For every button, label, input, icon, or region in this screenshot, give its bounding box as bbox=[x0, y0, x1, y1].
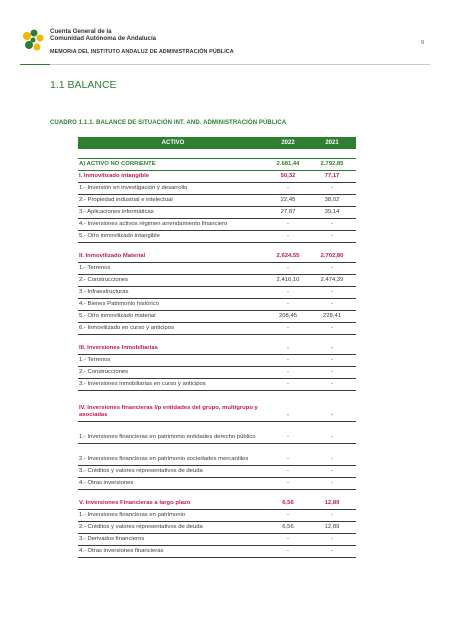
row-value-2022: - bbox=[287, 468, 289, 474]
table-row-group-title bbox=[78, 498, 356, 510]
page-number: 9 bbox=[420, 40, 424, 46]
row-value-2022: - bbox=[287, 456, 289, 462]
row-label: 4.- Inversiones activos régimen arrendamiento financiero bbox=[79, 221, 228, 227]
row-value-2022: - bbox=[287, 480, 289, 486]
row-value-2021: - bbox=[331, 512, 333, 518]
header-divider-accent bbox=[20, 64, 50, 65]
table-row bbox=[78, 219, 356, 231]
balance-table-body bbox=[78, 158, 356, 558]
row-value-2021: - bbox=[331, 480, 333, 486]
row-label: 1.- Inversiones financieras en patrimonio entidades derecho público bbox=[79, 434, 256, 440]
row-value-2021: 2.792,85 bbox=[320, 161, 344, 167]
row-value-2022: - bbox=[287, 185, 289, 191]
row-label: 1.- Terrenos bbox=[79, 265, 111, 271]
row-label: IV. Inversiones financieras l/p entidades del grupo, multigrupo y asociadas bbox=[79, 405, 258, 418]
row-value-2021: - bbox=[331, 233, 333, 239]
column-header-activo: ACTIVO bbox=[161, 140, 185, 146]
org-line-1: Cuenta General de la bbox=[50, 28, 112, 35]
group-spacer bbox=[78, 335, 356, 343]
group-spacer bbox=[78, 391, 356, 399]
row-value-2021: - bbox=[331, 369, 333, 375]
row-label: 5.- Otro inmovilizado intangible bbox=[79, 233, 160, 239]
row-value-2021: 228,41 bbox=[322, 313, 342, 319]
row-value-2022: - bbox=[287, 301, 289, 307]
row-value-2022: - bbox=[287, 289, 289, 295]
row-label: 4.- Otras inversiones financieras bbox=[79, 548, 164, 554]
row-value-2022: - bbox=[287, 345, 289, 351]
table-row bbox=[78, 546, 356, 558]
row-value-2021: - bbox=[331, 301, 333, 307]
row-value-2021: 12,89 bbox=[324, 500, 340, 506]
row-value-2022: - bbox=[287, 381, 289, 387]
row-label: 2.- Construcciones bbox=[79, 369, 129, 375]
row-value-2021: - bbox=[331, 325, 333, 331]
row-value-2022: 50,32 bbox=[280, 173, 296, 179]
table-row bbox=[78, 231, 356, 243]
column-header-2021: 2021 bbox=[325, 140, 339, 146]
junta-andalucia-logo bbox=[20, 28, 46, 54]
row-value-2022: 22,45 bbox=[280, 197, 296, 203]
row-value-2022: - bbox=[287, 548, 289, 554]
row-value-2022: - bbox=[287, 325, 289, 331]
row-label: 5.- Otro inmovilizado material bbox=[79, 313, 156, 319]
row-label: 3.- Aplicaciones informáticas bbox=[79, 209, 154, 215]
row-label: V. Inversiones Financieras a largo plazo bbox=[79, 500, 191, 506]
organization-name bbox=[50, 28, 156, 42]
org-line-2: Comunidad Autónoma de Andalucía bbox=[50, 35, 157, 42]
row-label: 2.- Créditos y valores representativos de deuda bbox=[79, 524, 203, 530]
page-header bbox=[20, 26, 432, 60]
row-label: 1.- Inversiones financieras en patrimonio bbox=[79, 512, 186, 518]
row-value-2021: 77,17 bbox=[324, 173, 340, 179]
row-label: II. Inmovilizado Material bbox=[79, 253, 146, 259]
table-title: CUADRO 1.1.1. BALANCE DE SITUACIÓN INT. AND. ADMINISTRACIÓN PÚBLICA bbox=[50, 120, 287, 126]
row-label: 2.- Construcciones bbox=[79, 277, 129, 283]
row-value-2021: - bbox=[331, 265, 333, 271]
row-value-2021: - bbox=[331, 456, 333, 462]
row-value-2022: - bbox=[287, 434, 289, 440]
row-value-2021: - bbox=[331, 412, 333, 418]
table-row bbox=[78, 379, 356, 391]
table-row bbox=[78, 422, 356, 444]
table-row bbox=[78, 299, 356, 311]
row-value-2021: 39,14 bbox=[324, 209, 340, 215]
table-row bbox=[78, 466, 356, 478]
row-value-2021: - bbox=[331, 468, 333, 474]
row-value-2022: - bbox=[287, 221, 289, 227]
table-row bbox=[78, 478, 356, 490]
row-label: 3.- Créditos y valores representativos de deuda bbox=[79, 468, 203, 474]
row-value-2022: 2.681,44 bbox=[276, 161, 300, 167]
row-value-2021: - bbox=[331, 357, 333, 363]
row-value-2022: 6,56 bbox=[282, 500, 294, 506]
table-row-group-title bbox=[78, 251, 356, 263]
table-row-activo-no-corriente bbox=[78, 158, 356, 171]
table-row bbox=[78, 183, 356, 195]
group-spacer bbox=[78, 490, 356, 498]
table-row bbox=[78, 263, 356, 275]
row-value-2022: - bbox=[287, 512, 289, 518]
row-value-2022: - bbox=[287, 536, 289, 542]
table-row bbox=[78, 522, 356, 534]
table-row bbox=[78, 444, 356, 466]
row-value-2022: 208,45 bbox=[278, 313, 298, 319]
row-value-2022: 2.624,55 bbox=[276, 253, 300, 259]
row-label: 1.- Terrenos bbox=[79, 357, 111, 363]
row-value-2022: 6,56 bbox=[282, 524, 294, 530]
row-value-2022: 27,87 bbox=[280, 209, 296, 215]
row-value-2021: - bbox=[331, 289, 333, 295]
row-label: A) ACTIVO NO CORRIENTE bbox=[79, 161, 156, 167]
row-value-2021: 2.474,39 bbox=[320, 277, 344, 283]
table-row bbox=[78, 311, 356, 323]
row-value-2021: - bbox=[331, 536, 333, 542]
row-label: 2.- Propiedad industrial e intelectual bbox=[79, 197, 173, 203]
row-value-2021: 12,89 bbox=[324, 524, 340, 530]
row-value-2022: - bbox=[287, 369, 289, 375]
table-row-group-title bbox=[78, 171, 356, 183]
group-spacer bbox=[78, 243, 356, 251]
section-title: 1.1 BALANCE bbox=[50, 79, 117, 91]
row-value-2021: - bbox=[331, 221, 333, 227]
row-value-2022: - bbox=[287, 357, 289, 363]
row-value-2022: 2.416,10 bbox=[276, 277, 300, 283]
table-row bbox=[78, 534, 356, 546]
column-header-2022: 2022 bbox=[281, 140, 295, 146]
table-row bbox=[78, 195, 356, 207]
row-value-2021: 38,02 bbox=[324, 197, 340, 203]
header-divider bbox=[50, 64, 430, 65]
memoria-title: MEMORIA DEL INSTITUTO ANDALUZ DE ADMINISTRACIÓN PÚBLICA bbox=[50, 49, 234, 55]
table-row-group-title bbox=[78, 343, 356, 355]
row-value-2021: - bbox=[331, 345, 333, 351]
table-row bbox=[78, 287, 356, 299]
row-label: 6.- Inmovilizado en curso y anticipos bbox=[79, 325, 174, 331]
row-label: 2.- Inversiones financieras en patrimonio sociedades mercantiles bbox=[79, 456, 249, 462]
row-value-2021: - bbox=[331, 381, 333, 387]
row-label: 4.- Otras inversiones bbox=[79, 480, 134, 486]
table-row bbox=[78, 323, 356, 335]
row-value-2022: - bbox=[287, 412, 289, 418]
table-row-group-title bbox=[78, 399, 356, 422]
row-value-2021: - bbox=[331, 548, 333, 554]
row-value-2021: 2.702,80 bbox=[320, 253, 344, 259]
row-label: 1.- Inversión en investigación y desarrollo bbox=[79, 185, 188, 191]
row-label: III. Inversiones Inmobiliarias bbox=[79, 345, 158, 351]
table-row bbox=[78, 355, 356, 367]
table-row bbox=[78, 510, 356, 522]
row-value-2021: - bbox=[331, 434, 333, 440]
table-row bbox=[78, 367, 356, 379]
row-label: I. Inmovilizado intangible bbox=[79, 173, 150, 179]
table-header bbox=[78, 137, 356, 149]
row-label: 4.- Bienes Patrimonio histórico bbox=[79, 301, 159, 307]
row-label: 3.- Derivados financieros bbox=[79, 536, 145, 542]
row-value-2021: - bbox=[331, 185, 333, 191]
row-value-2022: - bbox=[287, 233, 289, 239]
row-value-2022: - bbox=[287, 265, 289, 271]
table-row bbox=[78, 275, 356, 287]
row-label: 3.- Inversiones inmobiliarias en curso y anticipos bbox=[79, 381, 206, 387]
row-label: 3.- Infraestructuras bbox=[79, 289, 129, 295]
table-row bbox=[78, 207, 356, 219]
